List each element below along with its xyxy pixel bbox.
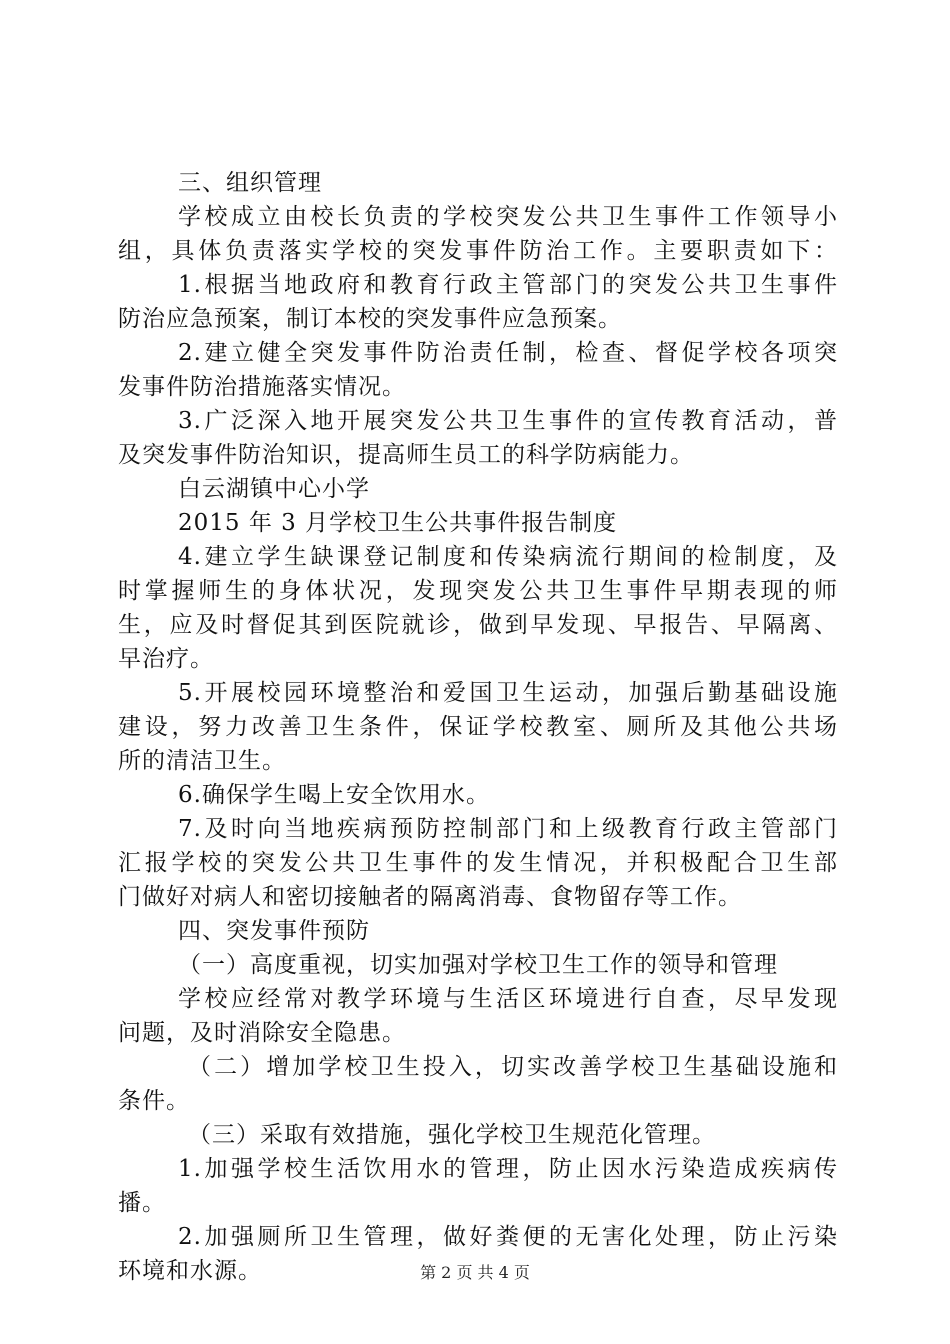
list-item-line: 4.建立学生缺课登记制度和传染病流行期间的检制度，及 (178, 544, 838, 570)
list-item-line: 时掌握师生的身体状况，发现突发公共卫生事件早期表现的师 (118, 578, 838, 604)
list-item-line: 2.建立健全突发事件防治责任制，检查、督促学校各项突 (178, 340, 838, 366)
list-item-line: 建设，努力改善卫生条件，保证学校教室、厕所及其他公共场 (118, 714, 838, 740)
subsection-heading: （三）采取有效措施，强化学校卫生规范化管理。 (188, 1122, 716, 1148)
list-item-line: 6.确保学生喝上安全饮用水。 (178, 782, 490, 808)
list-item-line: 3.广泛深入地开展突发公共卫生事件的宣传教育活动，普 (178, 408, 838, 434)
list-item-line: 1.加强学校生活饮用水的管理，防止因水污染造成疾病传 (178, 1156, 838, 1182)
section-heading: 四、突发事件预防 (178, 918, 370, 944)
list-item-line: 及突发事件防治知识，提高师生员工的科学防病能力。 (118, 442, 694, 468)
list-item-line: 播。 (118, 1190, 166, 1216)
document-body (118, 166, 838, 1288)
paragraph-line: 组，具体负责落实学校的突发事件防治工作。主要职责如下： (118, 238, 838, 264)
document-subtitle: 2015 年 3 月学校卫生公共事件报告制度 (178, 510, 618, 536)
subsection-heading: 条件。 (118, 1088, 190, 1114)
paragraph-line: 学校应经常对教学环境与生活区环境进行自查，尽早发现 (178, 986, 838, 1012)
section-heading: 三、组织管理 (178, 170, 322, 196)
paragraph-line: 学校成立由校长负责的学校突发公共卫生事件工作领导小 (178, 204, 838, 230)
list-item-line: 所的清洁卫生。 (118, 748, 286, 774)
list-item-line: 2.加强厕所卫生管理，做好粪便的无害化处理，防止污染 (178, 1224, 838, 1250)
list-item-line: 门做好对病人和密切接触者的隔离消毒、食物留存等工作。 (118, 884, 742, 910)
list-item-line: 7.及时向当地疾病预防控制部门和上级教育行政主管部门 (178, 816, 838, 842)
paragraph-line: 问题，及时消除安全隐患。 (118, 1020, 406, 1046)
page-footer: 第 2 页 共 4 页 (420, 1263, 530, 1282)
list-item-line: 环境和水源。 (118, 1258, 262, 1284)
school-name: 白云湖镇中心小学 (178, 476, 370, 502)
list-item-line: 发事件防治措施落实情况。 (118, 374, 406, 400)
list-item-line: 1.根据当地政府和教育行政主管部门的突发公共卫生事件 (178, 272, 838, 298)
subsection-heading: （二）增加学校卫生投入，切实改善学校卫生基础设施和 (188, 1054, 838, 1080)
list-item-line: 防治应急预案，制订本校的突发事件应急预案。 (118, 306, 622, 332)
list-item-line: 5.开展校园环境整治和爱国卫生运动，加强后勤基础设施 (178, 680, 838, 706)
list-item-line: 汇报学校的突发公共卫生事件的发生情况，并积极配合卫生部 (118, 850, 838, 876)
subsection-heading: （一）高度重视，切实加强对学校卫生工作的领导和管理 (178, 952, 778, 978)
list-item-line: 生，应及时督促其到医院就诊，做到早发现、早报告、早隔离、 (118, 612, 838, 638)
list-item-line: 早治疗。 (118, 646, 214, 672)
